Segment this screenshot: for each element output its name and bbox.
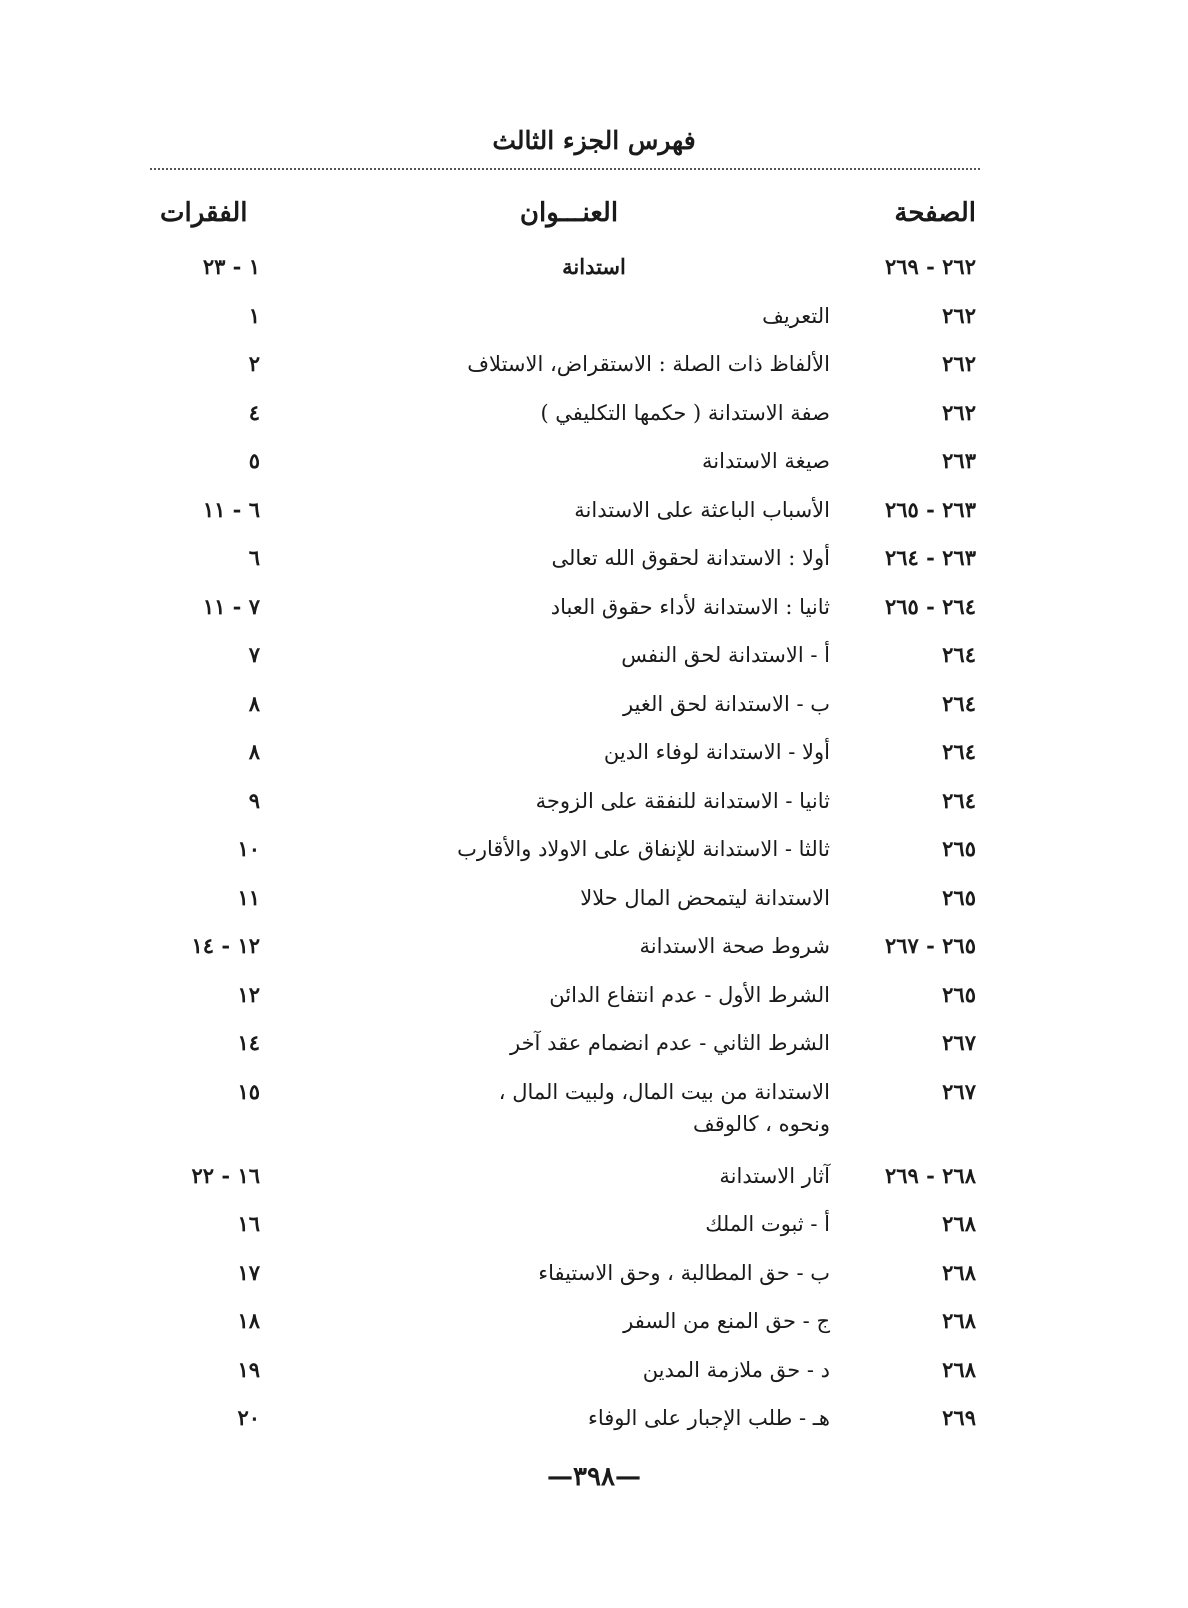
index-row [0, 1353, 1188, 1402]
row-page-range: ٢٦٨ [942, 1356, 976, 1382]
column-header-title: العنـــوان [519, 198, 619, 228]
index-row [0, 1304, 1188, 1353]
row-page-range: ٢٦٣ - ٢٦٥ [884, 496, 976, 522]
row-title: الشرط الثاني - عدم انضمام عقد آخر [509, 1031, 830, 1055]
index-row [0, 832, 1188, 881]
row-title: صيغة الاستدانة [702, 449, 830, 473]
row-paragraphs: ١٧ [237, 1259, 260, 1285]
row-paragraphs: ٦ - ١١ [202, 496, 260, 522]
row-page-range: ٢٦٢ [942, 351, 976, 376]
row-page-range: ٢٦٧ [942, 1030, 976, 1055]
row-title: د - حق ملازمة المدين [642, 1357, 830, 1382]
row-title: أ - الاستدانة لحق النفس [621, 643, 830, 667]
row-paragraphs: ٨ [248, 690, 260, 716]
row-title: هـ - طلب الإجبار على الوفاء [587, 1406, 830, 1430]
index-row [0, 1075, 1188, 1107]
index-row [0, 1256, 1188, 1305]
index-row [0, 1159, 1188, 1208]
row-page-range: ٢٦٥ [942, 836, 976, 861]
row-paragraphs: ١٦ - ٢٢ [191, 1162, 260, 1188]
page-title: فهرس الجزء الثالث [492, 126, 696, 155]
row-title: ج - حق المنع من السفر [623, 1309, 830, 1333]
title-divider [150, 168, 980, 170]
row-paragraphs: ١١ [237, 884, 260, 910]
index-row [0, 1107, 1188, 1159]
index-row [0, 347, 1188, 396]
index-row [0, 299, 1188, 348]
row-paragraphs: ١٢ - ١٤ [191, 933, 260, 958]
row-title: ثانيا : الاستدانة لأداء حقوق العباد [550, 594, 830, 619]
row-paragraphs: ١٥ [237, 1078, 260, 1104]
row-page-range: ٢٦٨ - ٢٦٩ [884, 1162, 976, 1188]
index-row [0, 638, 1188, 687]
row-paragraphs: ١٦ [237, 1211, 260, 1236]
row-page-range: ٢٦٨ [942, 1211, 976, 1236]
index-row [0, 978, 1188, 1027]
row-paragraphs: ٩ [248, 787, 260, 813]
row-paragraphs: ١٩ [237, 1356, 260, 1382]
row-title: ب - الاستدانة لحق الغير [622, 691, 830, 716]
row-title: ثانيا - الاستدانة للنفقة على الزوجة [535, 788, 830, 813]
index-row [0, 444, 1188, 493]
row-title: شروط صحة الاستدانة [639, 934, 830, 958]
row-title: استدانة [562, 254, 626, 279]
row-title: الشرط الأول - عدم انتفاع الدائن [549, 982, 830, 1007]
row-paragraphs: ٧ - ١١ [202, 593, 260, 619]
row-page-range: ٢٦٢ - ٢٦٩ [884, 254, 976, 279]
row-title: ونحوه ، كالوقف [693, 1111, 830, 1136]
row-title: أولا : الاستدانة لحقوق الله تعالى [551, 546, 830, 570]
row-paragraphs: ٢٠ [237, 1405, 260, 1430]
row-page-range: ٢٦٩ [942, 1405, 976, 1430]
index-row [0, 493, 1188, 542]
row-paragraphs: ٥ [248, 448, 260, 473]
row-title: آثار الاستدانة [719, 1163, 830, 1188]
row-page-range: ٢٦٢ [942, 302, 976, 328]
column-header-page: الصفحة [894, 198, 976, 228]
row-paragraphs: ٤ [248, 399, 260, 425]
row-paragraphs: ١ - ٢٣ [202, 254, 260, 279]
row-title: الأسباب الباعثة على الاستدانة [574, 497, 830, 522]
row-paragraphs: ٦ [248, 545, 260, 570]
row-page-range: ٢٦٨ [942, 1308, 976, 1333]
row-title: صفة الاستدانة ( حكمها التكليفي ) [540, 400, 830, 425]
row-title: أ - ثبوت الملك [705, 1212, 830, 1236]
index-row [0, 1207, 1188, 1256]
row-page-range: ٢٦٤ [942, 739, 976, 764]
row-paragraphs: ٨ [248, 739, 260, 764]
row-title: ثالثا - الاستدانة للإنفاق على الاولاد والأقارب [457, 837, 830, 861]
row-page-range: ٢٦٣ [942, 448, 976, 473]
row-page-range: ٢٦٥ [942, 884, 976, 910]
row-title: الاستدانة ليتمحض المال حلالا [580, 885, 830, 910]
row-paragraphs: ١٠ [237, 836, 260, 861]
row-page-range: ٢٦٤ [942, 787, 976, 813]
column-header-paragraphs: الفقرات [160, 198, 248, 228]
index-row [0, 396, 1188, 445]
index-row [0, 735, 1188, 784]
index-row [0, 590, 1188, 639]
row-paragraphs: ١٢ [237, 981, 260, 1007]
row-page-range: ٢٦٤ [942, 642, 976, 667]
page-number: —٣٩٨— [547, 1462, 641, 1492]
index-row [0, 1401, 1188, 1450]
row-page-range: ٢٦٥ - ٢٦٧ [884, 933, 976, 958]
index-row [0, 687, 1188, 736]
row-paragraphs: ٢ [248, 351, 260, 376]
row-page-range: ٢٦٥ [942, 981, 976, 1007]
index-row [0, 541, 1188, 590]
row-title: ب - حق المطالبة ، وحق الاستيفاء [538, 1260, 830, 1285]
row-page-range: ٢٦٨ [942, 1259, 976, 1285]
row-paragraphs: ١ [248, 302, 260, 328]
row-title: الاستدانة من بيت المال، ولبيت المال ، [498, 1079, 830, 1104]
row-paragraphs: ١٨ [237, 1308, 260, 1333]
row-title: التعريف [762, 303, 830, 328]
row-page-range: ٢٦٣ - ٢٦٤ [884, 545, 976, 570]
row-page-range: ٢٦٤ [942, 690, 976, 716]
row-paragraphs: ١٤ [237, 1030, 260, 1055]
row-page-range: ٢٦٢ [942, 399, 976, 425]
index-row [0, 784, 1188, 833]
row-page-range: ٢٦٤ - ٢٦٥ [884, 593, 976, 619]
index-table [0, 250, 1188, 1450]
index-row [0, 929, 1188, 978]
row-page-range: ٢٦٧ [942, 1078, 976, 1104]
row-paragraphs: ٧ [248, 642, 260, 667]
index-row [0, 250, 1188, 299]
row-title: الألفاظ ذات الصلة : الاستقراض، الاستلاف [467, 352, 830, 376]
row-title: أولا - الاستدانة لوفاء الدين [603, 740, 830, 764]
index-row [0, 881, 1188, 930]
index-row [0, 1026, 1188, 1075]
